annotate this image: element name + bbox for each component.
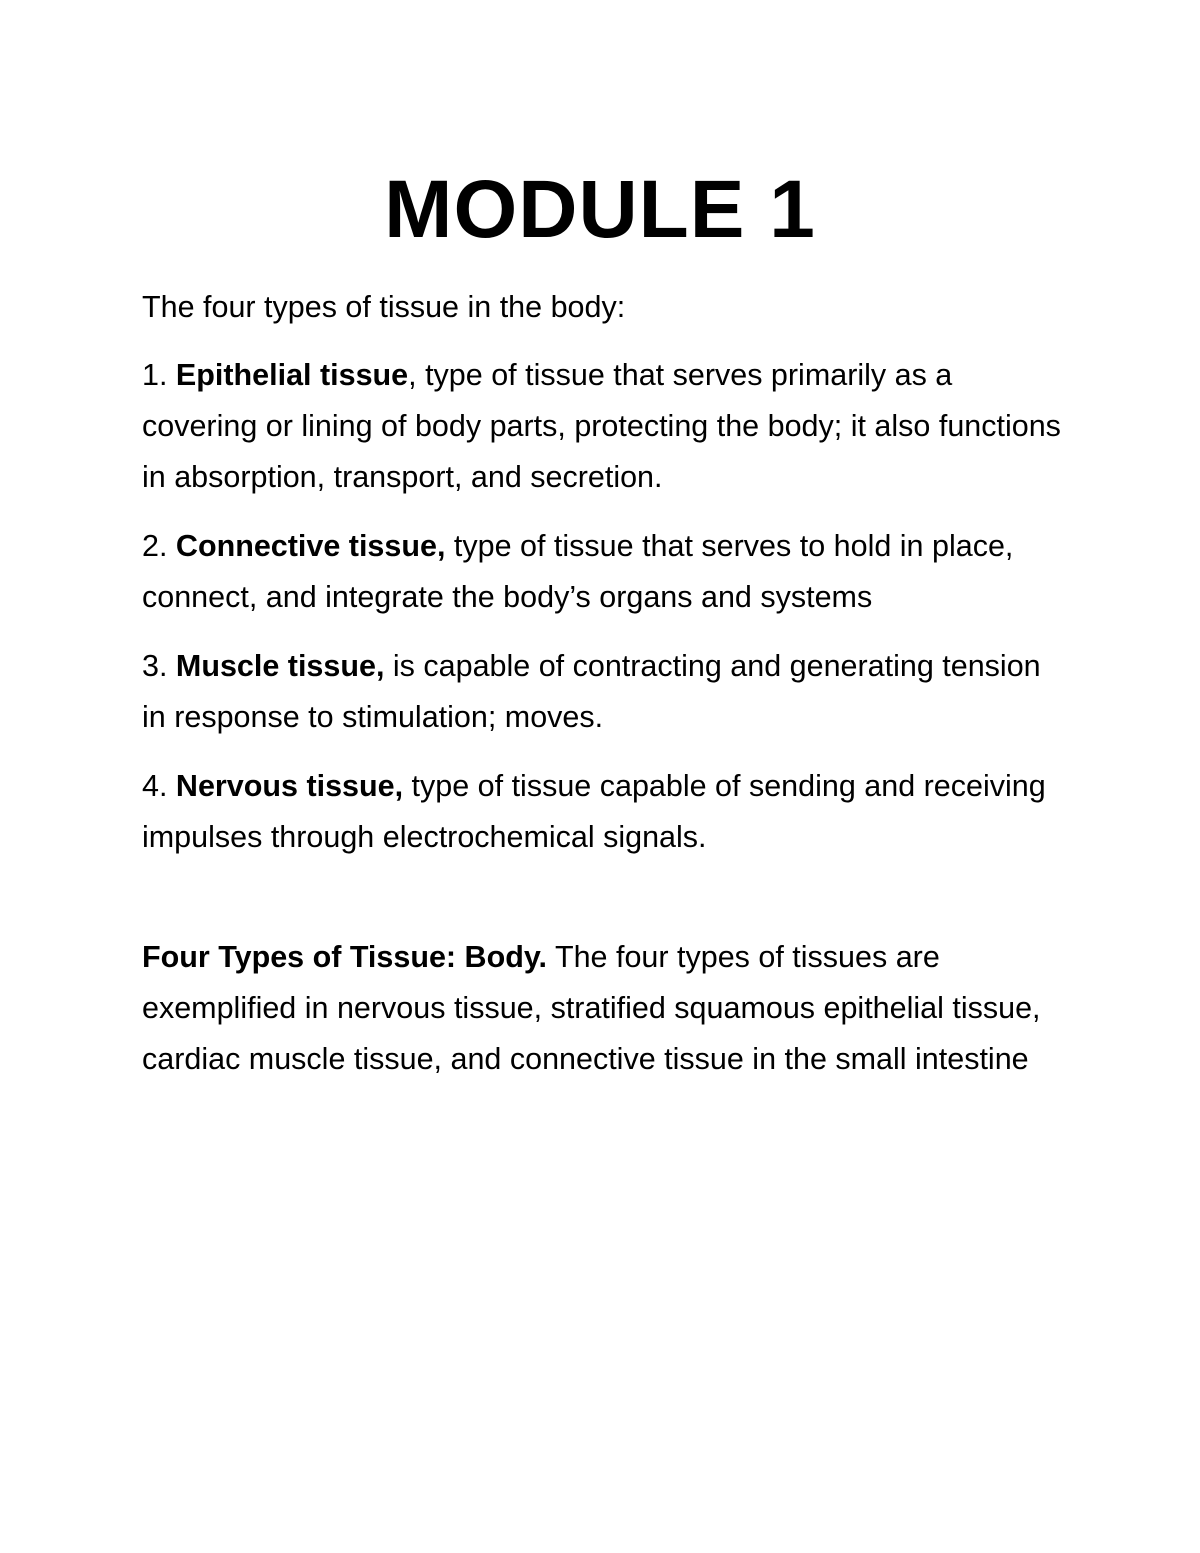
item-definition: type of tissue that serves to hold in place, connect, and integrate the body’s organs and systems: [142, 529, 1014, 614]
list-item-epithelial: [142, 350, 1072, 503]
item-definition: is capable of contracting and generating tension in response to stimulation; moves.: [142, 649, 1041, 734]
intro-text: The four types of tissue in the body:: [142, 290, 626, 324]
summary-paragraph: [142, 932, 1072, 1085]
item-number: 2.: [142, 529, 168, 563]
list-item-nervous: [142, 761, 1072, 863]
item-term: Nervous tissue,: [175, 769, 404, 803]
item-term: Connective tissue,: [175, 529, 446, 563]
page-title: MODULE 1: [384, 164, 816, 255]
item-term: Muscle tissue,: [175, 649, 385, 683]
list-item-muscle: [142, 641, 1072, 743]
document-body: [142, 282, 1072, 1103]
summary-term: Four Types of Tissue: Body.: [142, 940, 548, 974]
item-number: 4.: [142, 769, 168, 803]
item-number: 3.: [142, 649, 168, 683]
item-term: Epithelial tissue: [175, 358, 409, 392]
item-definition: , type of tissue that serves primarily as a covering or lining of body parts, protecting the body; it also functions in absorption, transport, and secretion.: [142, 358, 1061, 494]
item-definition: type of tissue capable of sending and receiving impulses through electrochemical signals.: [142, 769, 1046, 854]
summary-text: The four types of tissues are exemplified in nervous tissue, stratified squamous epithelial tissue, cardiac muscle tissue, and connective tissue in the small intestine: [142, 940, 1041, 1076]
list-item-connective: [142, 521, 1072, 623]
item-number: 1.: [142, 358, 168, 392]
